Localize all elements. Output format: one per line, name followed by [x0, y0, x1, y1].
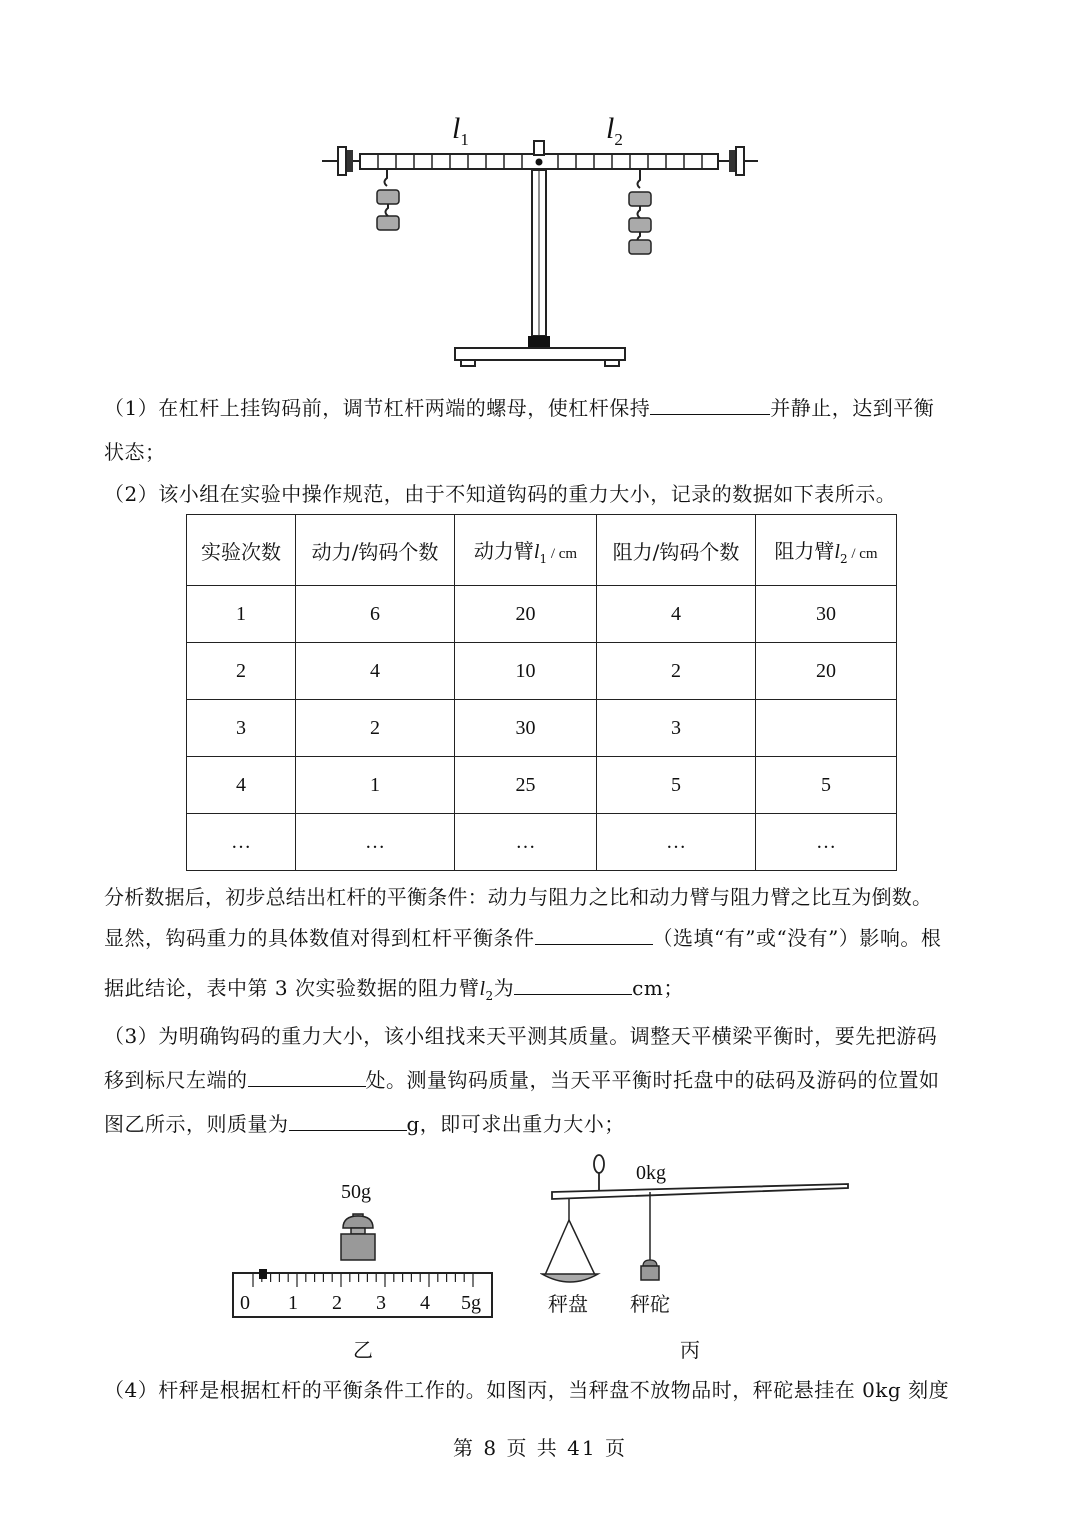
lever-figure — [318, 112, 763, 372]
left-hook-weights — [377, 169, 399, 230]
table-cell: … — [597, 814, 756, 871]
table-cell: 3 — [187, 700, 296, 757]
q1-line1: （1）在杠杆上挂钩码前，调节杠杆两端的螺母，使杠杆保持 并静止，达到平衡 — [104, 386, 978, 430]
table-row — [187, 700, 897, 757]
header-trial: 实验次数 — [187, 515, 296, 586]
steelyard-figure — [540, 1150, 852, 1290]
header-load-arm: 阻力臂$l_2$ / cm — [756, 515, 897, 586]
table-cell: 20 — [455, 586, 597, 643]
table-cell: 4 — [597, 586, 756, 643]
q4-line1: （4）杆秤是根据杠杆的平衡条件工作的。如图丙，当秤盘不放物品时，秤砣悬挂在 0kg 刻度 — [104, 1378, 950, 1402]
table-row — [187, 814, 897, 871]
header-effort: 动力/钩码个数 — [296, 515, 455, 586]
label-l1: $l_1$ — [452, 112, 469, 149]
table-cell: … — [187, 814, 296, 871]
table-row — [187, 586, 897, 643]
table-cell: … — [296, 814, 455, 871]
data-table — [186, 514, 897, 871]
table-cell-empty[interactable] — [756, 700, 897, 757]
right-hook-weights — [629, 169, 651, 254]
table-cell: 4 — [296, 643, 455, 700]
q3-line2: 移到标尺左端的 处。测量钩码质量，当天平平衡时托盘中的砝码及游码的位置如 — [104, 1058, 978, 1102]
table-cell: 2 — [187, 643, 296, 700]
q3-blank-2[interactable] — [289, 1108, 407, 1131]
q3-line3: 图乙所示，则质量为 g，即可求出重力大小； — [104, 1102, 978, 1146]
table-cell: 30 — [455, 700, 597, 757]
analysis-line1: 分析数据后，初步总结出杠杆的平衡条件：动力与阻力之比和动力臂与阻力臂之比互为倒数。 — [104, 885, 933, 909]
table-cell: 5 — [597, 757, 756, 814]
table-cell: 30 — [756, 586, 897, 643]
table-cell: 6 — [296, 586, 455, 643]
table-cell: 3 — [597, 700, 756, 757]
caption-bing: 丙 — [680, 1338, 700, 1362]
table-cell: … — [756, 814, 897, 871]
table-row — [187, 643, 897, 700]
table-cell: 25 — [455, 757, 597, 814]
table-cell: 1 — [296, 757, 455, 814]
balance-figure — [230, 1206, 496, 1320]
label-l2: $l_2$ — [606, 112, 623, 149]
table-cell: 1 — [187, 586, 296, 643]
header-effort-arm: 动力臂$l_1$ / cm — [455, 515, 597, 586]
analysis-line2: 显然，钩码重力的具体数值对得到杠杆平衡条件 （选填“有”或“没有”）影响。根 — [104, 916, 978, 960]
q2-intro: （2）该小组在实验中操作规范，由于不知道钩码的重力大小，记录的数据如下表所示。 — [104, 482, 897, 506]
pan-label: 秤盘 — [548, 1292, 588, 1316]
steelyard-weight-label: 秤砣 — [630, 1292, 670, 1316]
analysis-blank-1[interactable] — [535, 922, 653, 945]
caption-yi: 乙 — [353, 1338, 373, 1362]
zero-kg-label: 0kg — [636, 1162, 666, 1184]
header-load: 阻力/钩码个数 — [597, 515, 756, 586]
table-cell: 2 — [597, 643, 756, 700]
q3-blank-1[interactable] — [248, 1064, 366, 1087]
weight-50g — [341, 1214, 375, 1260]
weight-50g-label: 50g — [341, 1181, 371, 1203]
table-cell: 10 — [455, 643, 597, 700]
table-cell: 2 — [296, 700, 455, 757]
analysis-blank-2[interactable] — [514, 972, 632, 995]
q3-line1: （3）为明确钩码的重力大小，该小组找来天平测其质量。调整天平横梁平衡时，要先把游码 — [104, 1024, 938, 1048]
analysis-line3: 据此结论，表中第 3 次实验数据的阻力臂$l_2$为 cm； — [104, 966, 978, 1018]
table-cell: 4 — [187, 757, 296, 814]
table-cell: … — [455, 814, 597, 871]
table-cell: 20 — [756, 643, 897, 700]
q1-line2: 状态； — [104, 440, 166, 464]
q1-blank[interactable] — [650, 392, 770, 415]
table-header-row — [187, 515, 897, 586]
page-footer: 第 8 页 共 41 页 — [453, 1436, 627, 1460]
table-row — [187, 757, 897, 814]
table-cell: 5 — [756, 757, 897, 814]
